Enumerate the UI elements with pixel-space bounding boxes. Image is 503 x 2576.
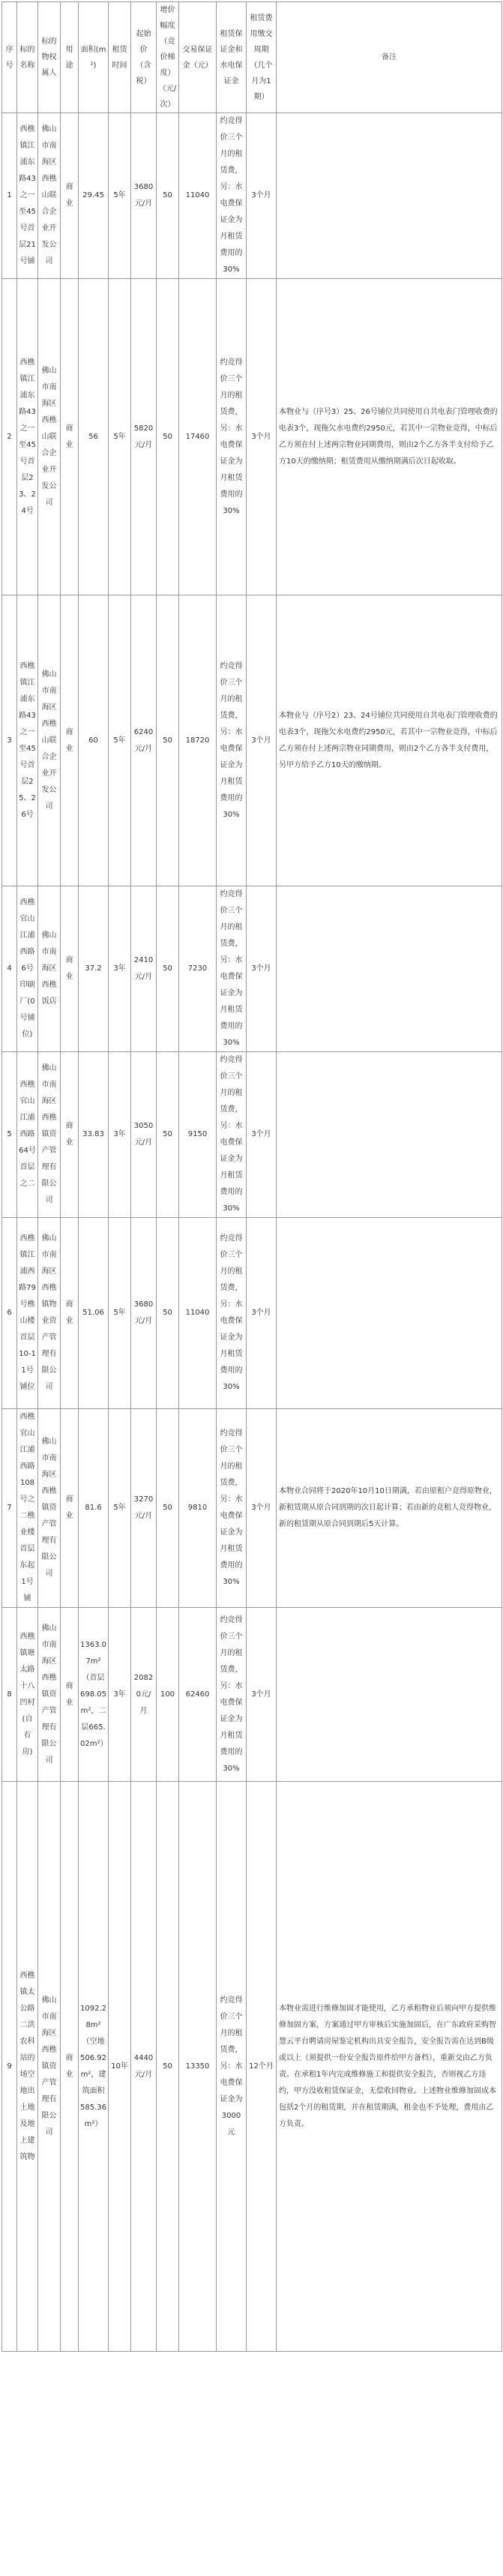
cell-usage: 商业 xyxy=(61,595,79,886)
cell-start-price: 5820元/月 xyxy=(131,279,157,595)
table-row xyxy=(2,113,502,279)
cell-note: 本物业与（序号3）25、26号铺位共同使用自共电表门管理收费的电表3个，现拖欠水电费约2950元，若其中一宗物业竞得，中标后乙方须在付上述两宗物业同期费用，则由2个乙方各半支付给予乙方10天的缴纳期；租赁费用从缴纳期满后次日起收取。 xyxy=(277,279,502,595)
table-row xyxy=(2,1218,502,1409)
cell-note xyxy=(277,113,502,279)
table-row xyxy=(2,1052,502,1218)
cell-seq: 4 xyxy=(2,886,17,1052)
header-note: 备注 xyxy=(277,2,502,113)
cell-payment-cycle: 3个月 xyxy=(247,113,277,279)
cell-lease-deposit: 约竞得价三个月的租赁费，另：水电费保证金为月租赁费用的30% xyxy=(217,595,247,886)
cell-increment: 100 xyxy=(157,1608,179,1782)
header-term: 租赁时间 xyxy=(109,2,131,113)
cell-deposit: 11040 xyxy=(179,1218,217,1409)
cell-seq: 3 xyxy=(2,595,17,886)
cell-area: 1363.07m²（首层698.05m²，二层665.02m²） xyxy=(79,1608,109,1782)
cell-term: 10年 xyxy=(109,1782,131,2352)
cell-deposit: 9810 xyxy=(179,1409,217,1608)
table-row xyxy=(2,886,502,1052)
cell-start-price: 4440元/月 xyxy=(131,1782,157,2352)
cell-owner: 佛山市南海区西樵山联合企业开发公司 xyxy=(38,595,61,886)
cell-usage: 商业 xyxy=(61,113,79,279)
cell-increment: 50 xyxy=(157,1409,179,1608)
header-increment: 增价幅度（竞价梯度）（元/次） xyxy=(157,2,179,113)
cell-term: 5年 xyxy=(109,1218,131,1409)
cell-deposit: 9150 xyxy=(179,1052,217,1218)
cell-usage: 商业 xyxy=(61,279,79,595)
header-owner: 标的物权属人 xyxy=(38,2,61,113)
cell-area: 33.83 xyxy=(79,1052,109,1218)
header-seq: 序号 xyxy=(2,2,17,113)
cell-usage: 商业 xyxy=(61,1218,79,1409)
cell-term: 3年 xyxy=(109,886,131,1052)
cell-payment-cycle: 3个月 xyxy=(247,1608,277,1782)
cell-usage: 商业 xyxy=(61,1782,79,2352)
cell-area: 51.06 xyxy=(79,1218,109,1409)
cell-area: 1092.28m²（空地506.92m²，建筑面积585.36m²） xyxy=(79,1782,109,2352)
header-lease-deposit: 租赁保证金和水电保证金 xyxy=(217,2,247,113)
cell-increment: 50 xyxy=(157,595,179,886)
cell-lease-deposit: 约竞得价三个月的租赁费，另：水电费保证金为3000元 xyxy=(217,1782,247,2352)
cell-payment-cycle: 3个月 xyxy=(247,1409,277,1608)
cell-increment: 50 xyxy=(157,1782,179,2352)
cell-deposit: 13350 xyxy=(179,1782,217,2352)
cell-name: 西樵官山江浦西路6号印刷厂(0号铺位) xyxy=(17,886,38,1052)
cell-name: 西樵官山江浦西路108号之二樵业楼首层东起1号铺 xyxy=(17,1409,38,1608)
cell-area: 81.6 xyxy=(79,1409,109,1608)
cell-increment: 50 xyxy=(157,886,179,1052)
cell-note: 本物业合同将于2020年10月10日期满，若由原租户竞得原物业，新租赁期从原合同到期的次日起计算；若由新的竞租人竞得物业，新的租赁期从原合同到期后5天计算。 xyxy=(277,1409,502,1608)
cell-seq: 7 xyxy=(2,1409,17,1608)
cell-deposit: 11040 xyxy=(179,113,217,279)
cell-seq: 9 xyxy=(2,1782,17,2352)
lease-auction-table xyxy=(1,1,502,2352)
cell-owner: 佛山市南海区西樵镇资产管理有限公司 xyxy=(38,1782,61,2352)
cell-payment-cycle: 3个月 xyxy=(247,279,277,595)
cell-start-price: 3680元/月 xyxy=(131,1218,157,1409)
cell-area: 56 xyxy=(79,279,109,595)
cell-term: 5年 xyxy=(109,279,131,595)
header-row xyxy=(2,2,502,113)
cell-lease-deposit: 约竞得价三个月的租赁费，另：水电费保证金为月租赁费用的30% xyxy=(217,1052,247,1218)
table-row xyxy=(2,1409,502,1608)
cell-usage: 商业 xyxy=(61,1409,79,1608)
cell-start-price: 3680元/月 xyxy=(131,113,157,279)
cell-increment: 50 xyxy=(157,1218,179,1409)
cell-lease-deposit: 约竞得价三个月的租赁费，另：水电费保证金为月租赁费用的30% xyxy=(217,1608,247,1782)
cell-start-price: 3050元/月 xyxy=(131,1052,157,1218)
cell-owner: 佛山市南海区西樵镇资产管理有限公司 xyxy=(38,1052,61,1218)
cell-owner: 佛山市南海区西樵山联合企业开发公司 xyxy=(38,279,61,595)
cell-seq: 6 xyxy=(2,1218,17,1409)
table-row xyxy=(2,1608,502,1782)
cell-increment: 50 xyxy=(157,113,179,279)
cell-start-price: 3270元/月 xyxy=(131,1409,157,1608)
cell-note xyxy=(277,1052,502,1218)
cell-owner: 佛山市南海区西樵镇资产管理有限公司 xyxy=(38,1608,61,1782)
cell-lease-deposit: 约竞得价三个月的租赁费，另：水电费保证金为月租赁费用的30% xyxy=(217,279,247,595)
cell-name: 西樵官山江浦西路64号首层之二 xyxy=(17,1052,38,1218)
cell-term: 5年 xyxy=(109,595,131,886)
cell-area: 37.2 xyxy=(79,886,109,1052)
cell-deposit: 17460 xyxy=(179,279,217,595)
cell-deposit: 7230 xyxy=(179,886,217,1052)
cell-payment-cycle: 3个月 xyxy=(247,886,277,1052)
cell-name: 西樵镇江浦东路43之一至45号首层25、26号 xyxy=(17,595,38,886)
cell-usage: 商业 xyxy=(61,1052,79,1218)
table-row xyxy=(2,279,502,595)
cell-area: 60 xyxy=(79,595,109,886)
cell-note xyxy=(277,1608,502,1782)
header-name: 标的名称 xyxy=(17,2,38,113)
cell-seq: 8 xyxy=(2,1608,17,1782)
cell-owner: 佛山市南海区西樵镇资产管理有限公司 xyxy=(38,1409,61,1608)
cell-payment-cycle: 3个月 xyxy=(247,1218,277,1409)
cell-deposit: 18720 xyxy=(179,595,217,886)
table-row xyxy=(2,1782,502,2352)
cell-area: 29.45 xyxy=(79,113,109,279)
cell-name: 西樵镇江浦东路43之一至45号首层23、24号 xyxy=(17,279,38,595)
cell-start-price: 2410元/月 xyxy=(131,886,157,1052)
cell-name: 西樵镇江浦东路43之一至45号首层21号铺 xyxy=(17,113,38,279)
cell-start-price: 6240元/月 xyxy=(131,595,157,886)
cell-usage: 商业 xyxy=(61,1608,79,1782)
cell-term: 3年 xyxy=(109,1052,131,1218)
cell-name: 西樵镇塘太路十八凹村(自有房) xyxy=(17,1608,38,1782)
cell-term: 5年 xyxy=(109,113,131,279)
cell-note xyxy=(277,886,502,1052)
cell-lease-deposit: 约竞得价三个月的租赁费，另：水电费保证金为月租赁费用的30% xyxy=(217,886,247,1052)
cell-lease-deposit: 约竞得价三个月的租赁费，另：水电费保证金为月租赁费用的30% xyxy=(217,113,247,279)
cell-owner: 佛山市南海区西樵镇物业资产管理有限公司 xyxy=(38,1218,61,1409)
lease-auction-table-wrapper xyxy=(1,1,502,2352)
cell-lease-deposit: 约竞得价三个月的租赁费，另：水电费保证金为月租赁费用的30% xyxy=(217,1409,247,1608)
cell-seq: 1 xyxy=(2,113,17,279)
cell-owner: 佛山市南海区西樵饭店 xyxy=(38,886,61,1052)
cell-term: 3年 xyxy=(109,1608,131,1782)
cell-seq: 2 xyxy=(2,279,17,595)
cell-seq: 5 xyxy=(2,1052,17,1218)
cell-increment: 50 xyxy=(157,279,179,595)
table-row xyxy=(2,595,502,886)
cell-lease-deposit: 约竞得价三个月的租赁费，另：水电费保证金为月租赁费用的30% xyxy=(217,1218,247,1409)
cell-note: 本物业需进行维修加固才能使用，乙方承租物业后须向甲方提供维修加固方案，方案通过甲方审核后实施加固后，在广东政府采购智慧云平台聘请房屋鉴定机构出具安全报告，安全报告需在达到B级或以上（须提供一份安全报告原件给甲方备档），重新交由乙方负责。在承租1年内完成维修施工和提供安全报告，否则视乙方违约，甲方没收租赁保证金，无偿收回物业。上述物业维修加固成本包括2个月的租赁期，并在租赁期满，租金也不予处理，费用由乙方负责。 xyxy=(277,1782,502,2352)
header-payment-cycle: 租赁费用缴交周期（几个月为1期） xyxy=(247,2,277,113)
cell-owner: 佛山市南海区西樵山联合企业开发公司 xyxy=(38,113,61,279)
header-usage: 用途 xyxy=(61,2,79,113)
cell-note: 本物业与（序号2）23、24号铺位共同使用自共电表门管理收费的电表3个，现拖欠水电费约2950元，若其中一宗物业竞得，中标后乙方须在付上述两宗物业同期费用，则由2个乙方各半支付费用，另甲方给予乙方10天的缴纳期。 xyxy=(277,595,502,886)
cell-deposit: 62460 xyxy=(179,1608,217,1782)
cell-payment-cycle: 3个月 xyxy=(247,1052,277,1218)
cell-increment: 50 xyxy=(157,1052,179,1218)
header-deposit: 交易保证金（元） xyxy=(179,2,217,113)
header-area: 面积(m²) xyxy=(79,2,109,113)
cell-note xyxy=(277,1218,502,1409)
cell-payment-cycle: 12个月 xyxy=(247,1782,277,2352)
cell-usage: 商业 xyxy=(61,886,79,1052)
header-start-price: 起始价（含税） xyxy=(131,2,157,113)
cell-payment-cycle: 3个月 xyxy=(247,595,277,886)
cell-name: 西樵镇太公路二洪农科站的场空地出土地及地上建筑物 xyxy=(17,1782,38,2352)
cell-term: 5年 xyxy=(109,1409,131,1608)
cell-name: 西樵镇江浦西路79号樵山楼首层10-11号铺位 xyxy=(17,1218,38,1409)
cell-start-price: 20820元/月 xyxy=(131,1608,157,1782)
